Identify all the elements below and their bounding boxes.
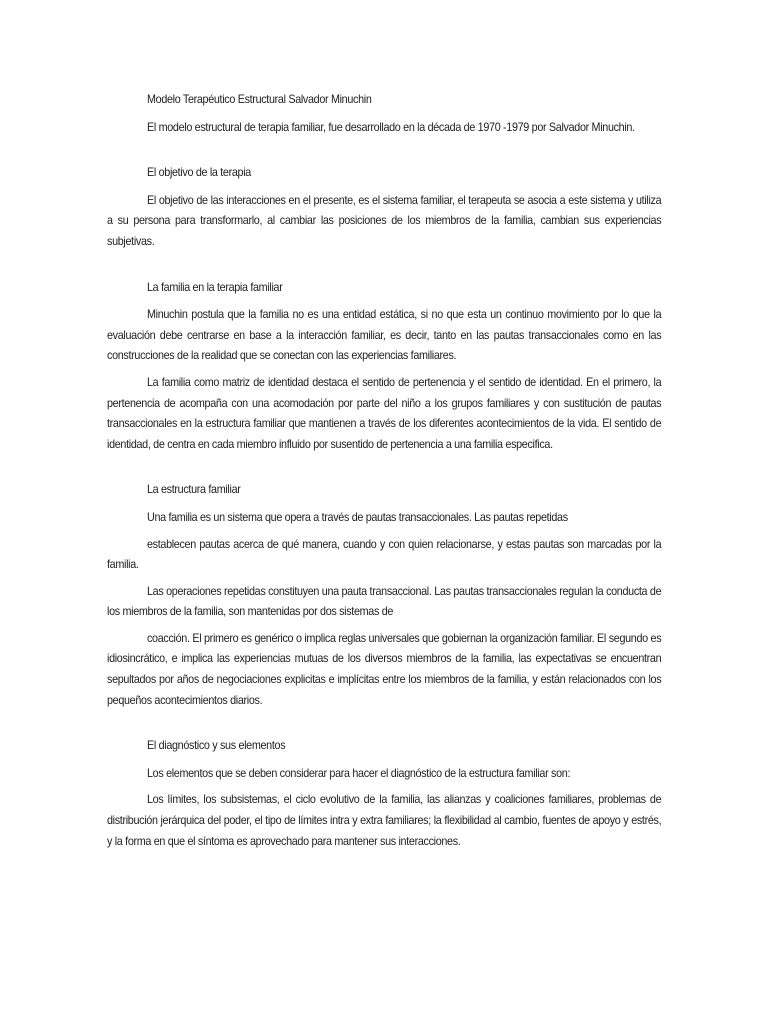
paragraph: Los límites, los subsistemas, el ciclo evolutivo de la familia, las alianzas y coaliciones familiares, problemas de distribución jerárquica del poder, el tipo de límites intra y extra familiares; la flexibilidad al cambio, fuentes de apoyo y estrés, y la forma en que el síntoma es aprovechado para mantener sus interacciones. (107, 793, 662, 848)
paragraph: Las operaciones repetidas constituyen una pauta transaccional. Las pautas transaccionales regulan la conducta de los miembros de la familia, son mantenidas por dos sistemas de (107, 584, 662, 619)
paragraph: coacción. El primero es genérico o implica reglas universales que gobiernan la organización familiar. El segundo es idiosincrático, e implica las experiencias mutuas de los diversos miembros de la familia, las expectativas se encuentran sepultados por años de negociaciones explicitas e implícitas entre los miembros de la familia, y están relacionados con los pequeños acontecimientos diarios. (107, 631, 662, 707)
paragraph: Los elementos que se deben considerar para hacer el diagnóstico de la estructura familiar son: (146, 766, 571, 780)
paragraph: La familia como matriz de identidad destaca el sentido de pertenencia y el sentido de identidad. En el primero, la pertenencia de acompaña con una acomodación por parte del niño a los grupos familiares y con sustitución de pautas transaccionales en la estructura familiar que mantienen a través de los diferentes acontecimientos de la vida. El sentido de identidad, de centra en cada miembro influido por susentido de pertenencia a una familia especifica. (107, 375, 662, 451)
document-body (107, 90, 661, 852)
paragraph: Minuchin postula que la familia no es una entidad estática, si no que esta un continuo movimiento por lo que la evaluación debe centrarse en base a la interacción familiar, es decir, tanto en las pautas transaccionales como en las construcciones de la realidad que se conectan con las experiencias familiares. (107, 308, 662, 363)
section-heading-objetivo: El objetivo de la terapia (146, 166, 251, 180)
intro-paragraph: El modelo estructural de terapia familiar, fue desarrollado en la década de 1970 -1979 por Salvador Minuchin. (146, 120, 635, 134)
paragraph: establecen pautas acerca de qué manera, cuando y con quien relacionarse, y estas pautas son marcadas por la familia. (107, 537, 662, 572)
section-heading-diagnostico: El diagnóstico y sus elementos (146, 739, 286, 753)
paragraph: El objetivo de las interacciones en el presente, es el sistema familiar, el terapeuta se asocia a este sistema y utiliza a su persona para transformarlo, al cambiar las posiciones de los miembros de la familia, cambian sus experiencias subjetivas. (107, 193, 662, 248)
document-title: Modelo Terapéutico Estructural Salvador Minuchin (146, 93, 372, 106)
section-heading-estructura: La estructura familiar (146, 483, 241, 497)
paragraph: Una familia es un sistema que opera a través de pautas transaccionales. Las pautas repetidas (146, 510, 568, 524)
section-heading-familia: La familia en la terapia familiar (146, 280, 283, 294)
